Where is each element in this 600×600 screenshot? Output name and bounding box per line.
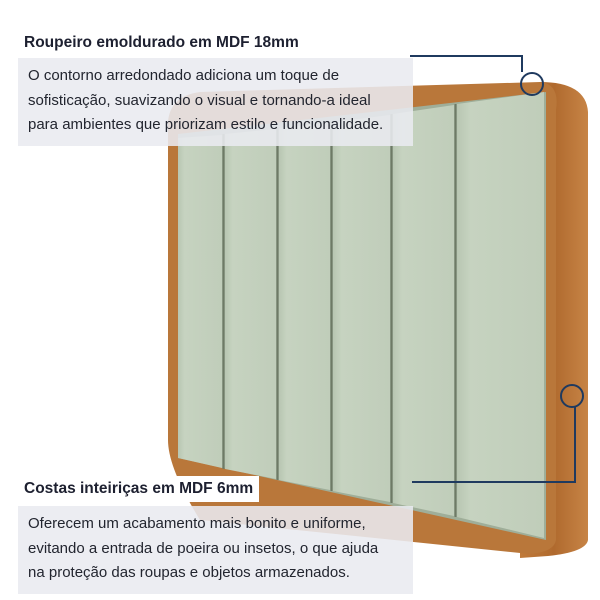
callout-title: Roupeiro emoldurado em MDF 18mm [18, 30, 305, 56]
callout-line: na proteção das roupas e objetos armazenados. [28, 564, 350, 581]
callout-line: Oferecem um acabamento mais bonito e uniforme, [28, 515, 366, 532]
callout-description [18, 58, 413, 146]
callout-line: para ambientes que priorizam estilo e funcionalidade. [28, 116, 384, 133]
callout-description [18, 506, 413, 594]
callout-line: evitando a entrada de poeira ou insetos, o que ajuda [28, 539, 379, 557]
callout-line: O contorno arredondado adiciona um toque de [28, 67, 340, 84]
callout-title: Costas inteiriças em MDF 6mm [18, 476, 259, 502]
callout-line: sofisticação, suavizando o visual e tornando-a ideal [28, 91, 371, 109]
